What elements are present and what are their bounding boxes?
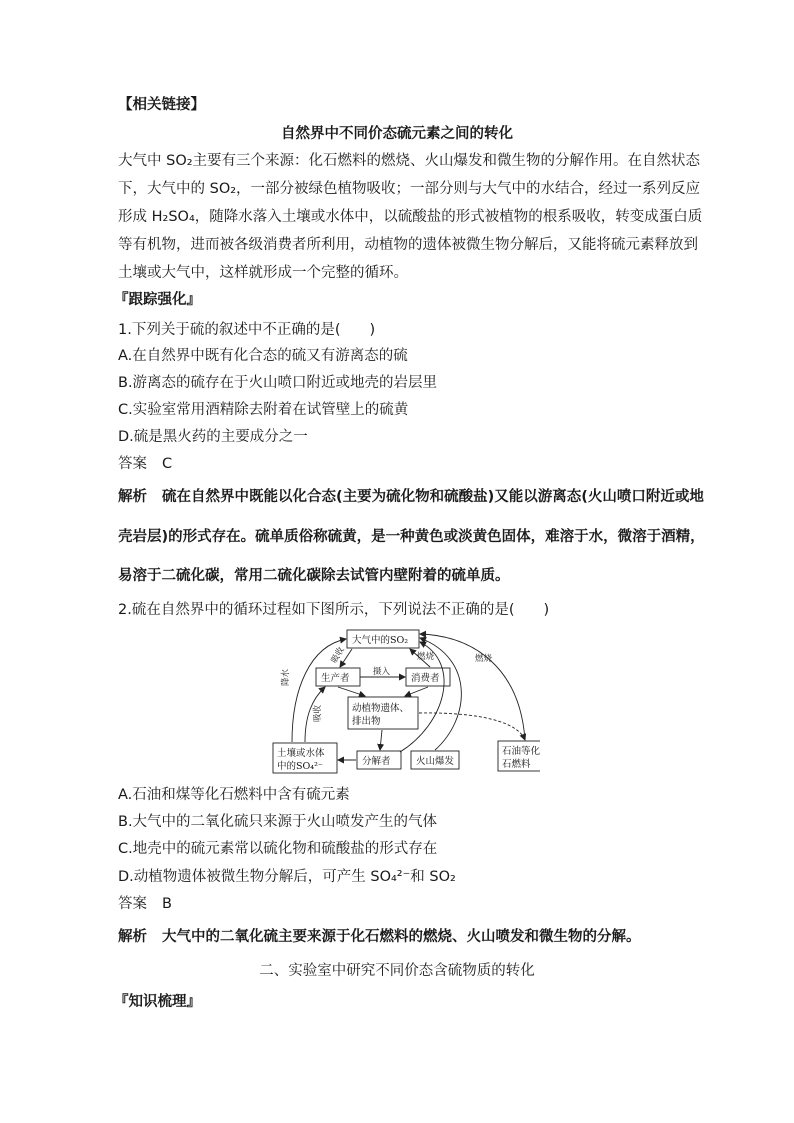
label-rain: 降水 <box>281 668 291 686</box>
label-remains-2: 排出物 <box>352 716 381 727</box>
label-producer: 生产者 <box>321 673 350 684</box>
q2-analysis <box>118 927 641 947</box>
q2-stem: 2.硫在自然界中的循环过程如下图所示，下列说法不正确的是( ) <box>118 602 550 618</box>
q1-analysis-line-2: 壳岩层)的形式存在。硫单质俗称硫黄，是一种黄色或淡黄色固体，难溶于水，微溶于酒精， <box>118 529 705 545</box>
label-volcano: 火山爆发 <box>416 756 455 767</box>
label-absorb-bottom: 吸收 <box>313 704 323 722</box>
label-fossil-1: 石油等化 <box>502 746 540 757</box>
answer-label: 答案 <box>118 456 147 472</box>
q1-analysis-line-3: 易溶于二硫化碳，常用二硫化碳除去试管内壁附着的硫单质。 <box>118 568 510 584</box>
section-2-title: 二、实验室中研究不同价态含硫物质的转化 <box>259 963 535 979</box>
label-absorb-top: 吸收 <box>329 645 347 666</box>
q1-option-c: C.实验室常用酒精除去附着在试管壁上的硫黄 <box>118 402 409 418</box>
paragraph-line: 下，大气中的 SO₂，一部分被绿色植物吸收；一部分则与大气中的水结合，经过一系列反应 <box>118 181 701 197</box>
sulfur-cycle-diagram <box>270 624 540 776</box>
analysis-label: 解析 <box>118 489 147 505</box>
label-intake: 摄入 <box>373 667 391 677</box>
analysis-text: 大气中的二氧化硫主要来源于化石燃料的燃烧、火山喷发和微生物的分解。 <box>162 929 641 945</box>
q1-option-d: D.硫是黑火药的主要成分之一 <box>118 429 308 445</box>
label-burn-1: 燃烧 <box>417 652 435 662</box>
related-title: 自然界中不同价态硫元素之间的转化 <box>281 126 513 142</box>
label-soil-1: 土壤或水体 <box>277 748 325 759</box>
paragraph-line: 大气中 SO₂主要有三个来源：化石燃料的燃烧、火山爆发和微生物的分解作用。在自然状态 <box>118 153 701 169</box>
q1-option-a: A.在自然界中既有化合态的硫又有游离态的硫 <box>118 348 408 364</box>
answer-value: C <box>162 456 173 472</box>
practice-heading: 『跟踪强化』 <box>114 292 201 308</box>
q1-stem: 1.下列关于硫的叙述中不正确的是( ) <box>118 322 376 338</box>
label-remains-1: 动植物遗体、 <box>352 703 410 714</box>
related-paragraph <box>118 147 703 287</box>
answer-value: B <box>162 896 172 912</box>
q1-answer <box>118 454 172 474</box>
analysis-label: 解析 <box>118 929 147 945</box>
label-fossil-2: 石燃料 <box>502 759 531 770</box>
label-soil-2: 中的SO₄²⁻ <box>277 761 323 772</box>
paragraph-line: 形成 H₂SO₄，随降水落入土壤或水体中，以硫酸盐的形式被植物的根系吸收，转变成蛋白质 <box>118 209 703 225</box>
paragraph-line: 土壤或大气中，这样就形成一个完整的循环。 <box>118 265 408 281</box>
q2-option-a: A.石油和煤等化石燃料中含有硫元素 <box>118 787 350 803</box>
analysis-text: 硫在自然界中既能以化合态(主要为硫化物和硫酸盐)又能以游离态(火山喷口附近或地 <box>162 489 704 505</box>
paragraph-line: 等有机物，进而被各级消费者所利用，动植物的遗体被微生物分解后，又能将硫元素释放到 <box>118 237 698 253</box>
q1-option-b: B.游离态的硫存在于火山喷口附近或地壳的岩层里 <box>118 375 438 391</box>
label-burn-2: 燃烧 <box>475 654 493 664</box>
q2-answer <box>118 894 172 914</box>
label-decomposer: 分解者 <box>362 756 391 767</box>
q2-option-b: B.大气中的二氧化硫只来源于火山喷发产生的气体 <box>118 814 438 830</box>
q1-analysis-line-1 <box>118 487 704 507</box>
related-link-heading: 【相关链接】 <box>118 97 205 113</box>
q2-option-d: D.动植物遗体被微生物分解后，可产生 SO₄²⁻和 SO₂ <box>118 869 456 885</box>
label-consumer: 消费者 <box>411 673 440 684</box>
q2-option-c: C.地壳中的硫元素常以硫化物和硫酸盐的形式存在 <box>118 841 438 857</box>
knowledge-heading: 『知识梳理』 <box>114 994 201 1010</box>
answer-label: 答案 <box>118 896 147 912</box>
label-atmosphere: 大气中的SO₂ <box>352 635 409 646</box>
